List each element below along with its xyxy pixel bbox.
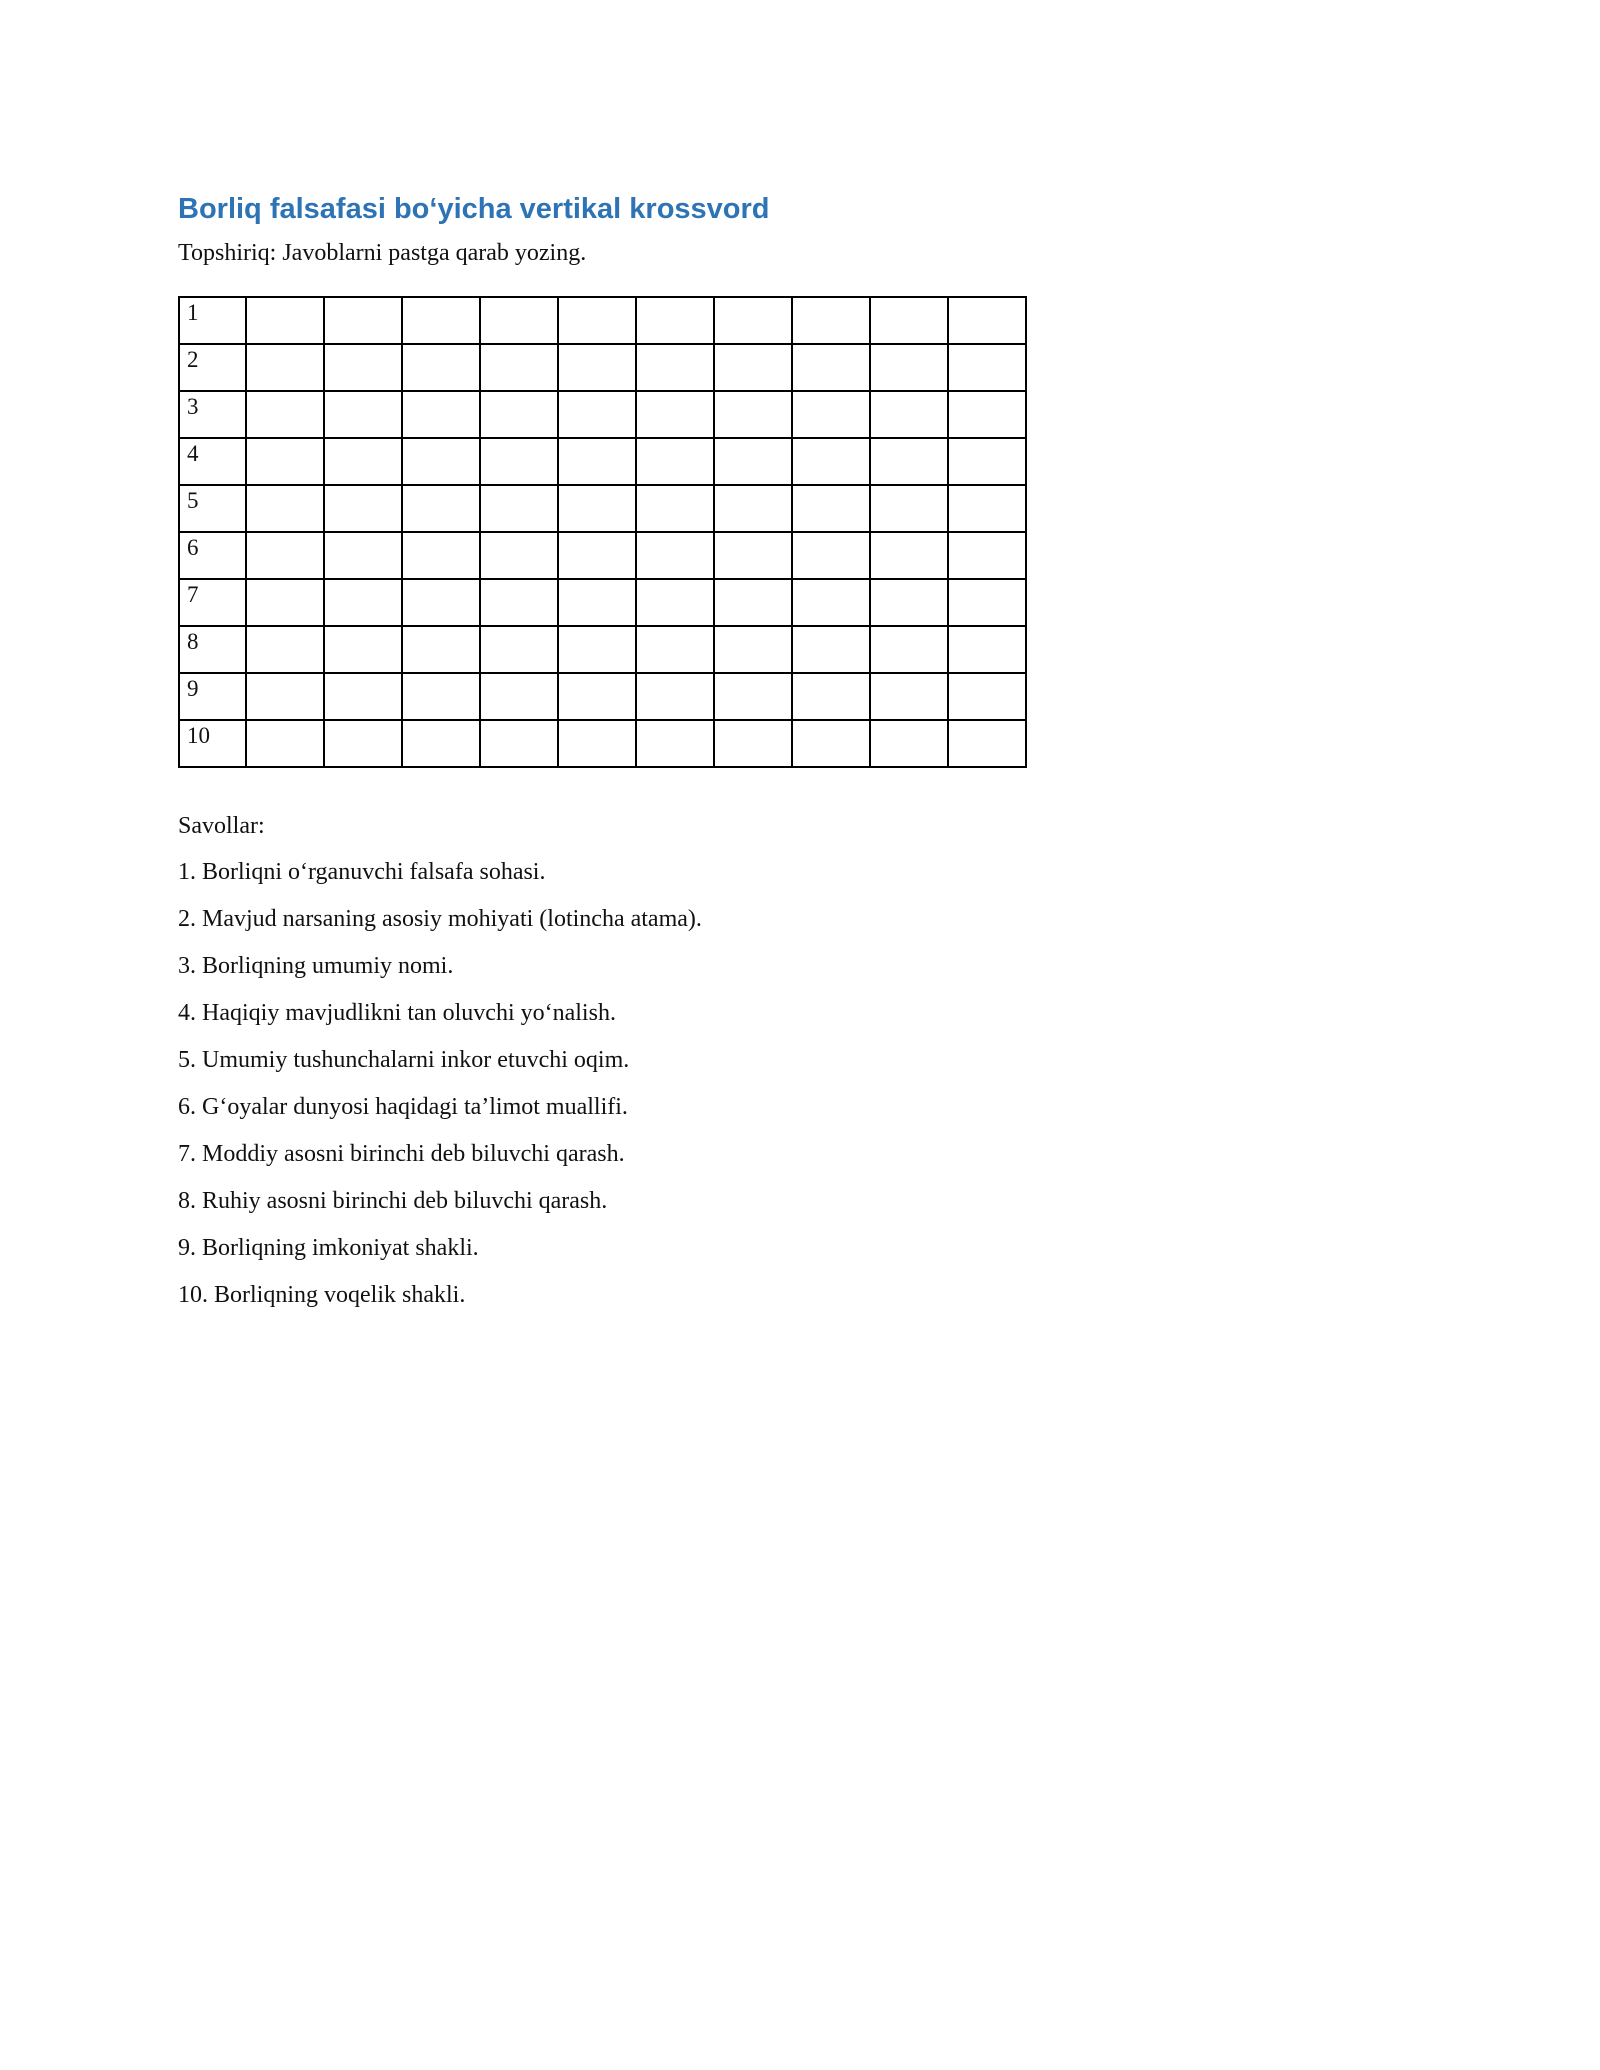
answer-cell [870, 532, 948, 579]
answer-cell [948, 673, 1026, 720]
row-number-cell: 1 [179, 297, 246, 344]
answer-cell [948, 532, 1026, 579]
row-number-cell: 2 [179, 344, 246, 391]
answer-cell [714, 391, 792, 438]
answer-cell [402, 626, 480, 673]
answer-cell [324, 579, 402, 626]
answer-cell [402, 532, 480, 579]
grid-row [179, 391, 1026, 438]
row-number-cell: 4 [179, 438, 246, 485]
answer-cell [324, 673, 402, 720]
answer-cell [948, 485, 1026, 532]
row-number-cell: 5 [179, 485, 246, 532]
answer-cell [324, 344, 402, 391]
answer-cell [480, 438, 558, 485]
answer-cell [792, 626, 870, 673]
answer-cell [792, 579, 870, 626]
answer-cell [870, 438, 948, 485]
question-item: 3. Borliqning umumiy nomi. [178, 953, 454, 979]
answer-cell [246, 579, 324, 626]
answer-cell [870, 391, 948, 438]
answer-cell [480, 391, 558, 438]
answer-cell [714, 297, 792, 344]
answer-cell [480, 344, 558, 391]
answer-cell [480, 485, 558, 532]
answer-cell [246, 673, 324, 720]
answer-cell [402, 720, 480, 767]
answer-cell [714, 344, 792, 391]
answer-cell [870, 579, 948, 626]
answer-cell [792, 344, 870, 391]
answer-cell [714, 720, 792, 767]
answer-cell [714, 673, 792, 720]
answer-cell [558, 485, 636, 532]
answer-cell [636, 626, 714, 673]
answer-cell [636, 532, 714, 579]
answer-cell [870, 626, 948, 673]
answer-cell [246, 532, 324, 579]
answer-cell [714, 485, 792, 532]
answer-cell [246, 626, 324, 673]
answer-cell [402, 673, 480, 720]
answer-cell [948, 391, 1026, 438]
answer-cell [870, 673, 948, 720]
instruction-text: Topshiriq: Javoblarni pastga qarab yozing. [178, 240, 587, 266]
answer-cell [480, 673, 558, 720]
answer-cell [558, 297, 636, 344]
row-number-cell: 8 [179, 626, 246, 673]
answer-cell [402, 579, 480, 626]
answer-cell [792, 673, 870, 720]
answer-cell [636, 673, 714, 720]
answer-cell [402, 391, 480, 438]
answer-cell [324, 391, 402, 438]
answer-cell [402, 438, 480, 485]
grid-row [179, 485, 1026, 532]
answer-cell [636, 297, 714, 344]
answer-cell [792, 532, 870, 579]
answer-cell [246, 720, 324, 767]
answer-cell [480, 297, 558, 344]
answer-cell [558, 532, 636, 579]
answer-cell [402, 485, 480, 532]
answer-cell [948, 344, 1026, 391]
answer-cell [636, 344, 714, 391]
question-item: 7. Moddiy asosni birinchi deb biluvchi qarash. [178, 1141, 625, 1167]
answer-cell [714, 626, 792, 673]
row-number-cell: 9 [179, 673, 246, 720]
question-item: 5. Umumiy tushunchalarni inkor etuvchi oqim. [178, 1047, 630, 1073]
answer-cell [714, 532, 792, 579]
question-item: 4. Haqiqiy mavjudlikni tan oluvchi yo‘nalish. [178, 1000, 616, 1026]
question-item: 8. Ruhiy asosni birinchi deb biluvchi qarash. [178, 1188, 608, 1214]
answer-cell [636, 391, 714, 438]
answer-cell [246, 485, 324, 532]
answer-cell [948, 297, 1026, 344]
answer-cell [792, 720, 870, 767]
answer-cell [870, 485, 948, 532]
answer-cell [636, 579, 714, 626]
answer-cell [792, 438, 870, 485]
answer-cell [870, 344, 948, 391]
answer-cell [558, 626, 636, 673]
row-number-cell: 6 [179, 532, 246, 579]
answer-cell [792, 297, 870, 344]
answer-cell [870, 720, 948, 767]
answer-cell [480, 579, 558, 626]
answer-cell [246, 438, 324, 485]
answer-cell [948, 720, 1026, 767]
grid-row [179, 720, 1026, 767]
answer-cell [792, 391, 870, 438]
answer-cell [402, 344, 480, 391]
questions-heading: Savollar: [178, 813, 265, 839]
answer-cell [480, 532, 558, 579]
answer-cell [324, 485, 402, 532]
answer-cell [714, 579, 792, 626]
answer-cell [324, 438, 402, 485]
answer-cell [948, 579, 1026, 626]
answer-cell [948, 438, 1026, 485]
row-number-cell: 3 [179, 391, 246, 438]
row-number-cell: 10 [179, 720, 246, 767]
answer-cell [792, 485, 870, 532]
answer-cell [324, 626, 402, 673]
answer-cell [324, 297, 402, 344]
answer-cell [636, 485, 714, 532]
page-title: Borliq falsafasi bo‘yicha vertikal krossvord [178, 193, 770, 225]
grid-row [179, 297, 1026, 344]
answer-cell [480, 720, 558, 767]
answer-cell [480, 626, 558, 673]
answer-cell [324, 532, 402, 579]
answer-cell [558, 673, 636, 720]
answer-cell [636, 438, 714, 485]
grid-row [179, 438, 1026, 485]
answer-cell [558, 579, 636, 626]
answer-cell [870, 297, 948, 344]
crossword-grid-body [179, 297, 1026, 767]
grid-row [179, 673, 1026, 720]
answer-cell [558, 344, 636, 391]
answer-cell [324, 720, 402, 767]
answer-cell [402, 297, 480, 344]
grid-row [179, 579, 1026, 626]
question-item: 6. G‘oyalar dunyosi haqidagi ta’limot muallifi. [178, 1094, 628, 1120]
answer-cell [636, 720, 714, 767]
answer-cell [558, 720, 636, 767]
grid-row [179, 626, 1026, 673]
answer-cell [246, 344, 324, 391]
question-item: 9. Borliqning imkoniyat shakli. [178, 1235, 479, 1261]
answer-cell [948, 626, 1026, 673]
answer-cell [246, 391, 324, 438]
questions-list [178, 858, 1425, 1309]
grid-row [179, 532, 1026, 579]
answer-cell [714, 438, 792, 485]
answer-cell [558, 438, 636, 485]
grid-row [179, 344, 1026, 391]
question-item: 2. Mavjud narsaning asosiy mohiyati (lotincha atama). [178, 906, 702, 932]
answer-cell [246, 297, 324, 344]
answer-cell [558, 391, 636, 438]
question-item: 1. Borliqni o‘rganuvchi falsafa sohasi. [178, 859, 546, 885]
row-number-cell: 7 [179, 579, 246, 626]
crossword-grid [178, 296, 1027, 768]
question-item: 10. Borliqning voqelik shakli. [178, 1282, 466, 1308]
